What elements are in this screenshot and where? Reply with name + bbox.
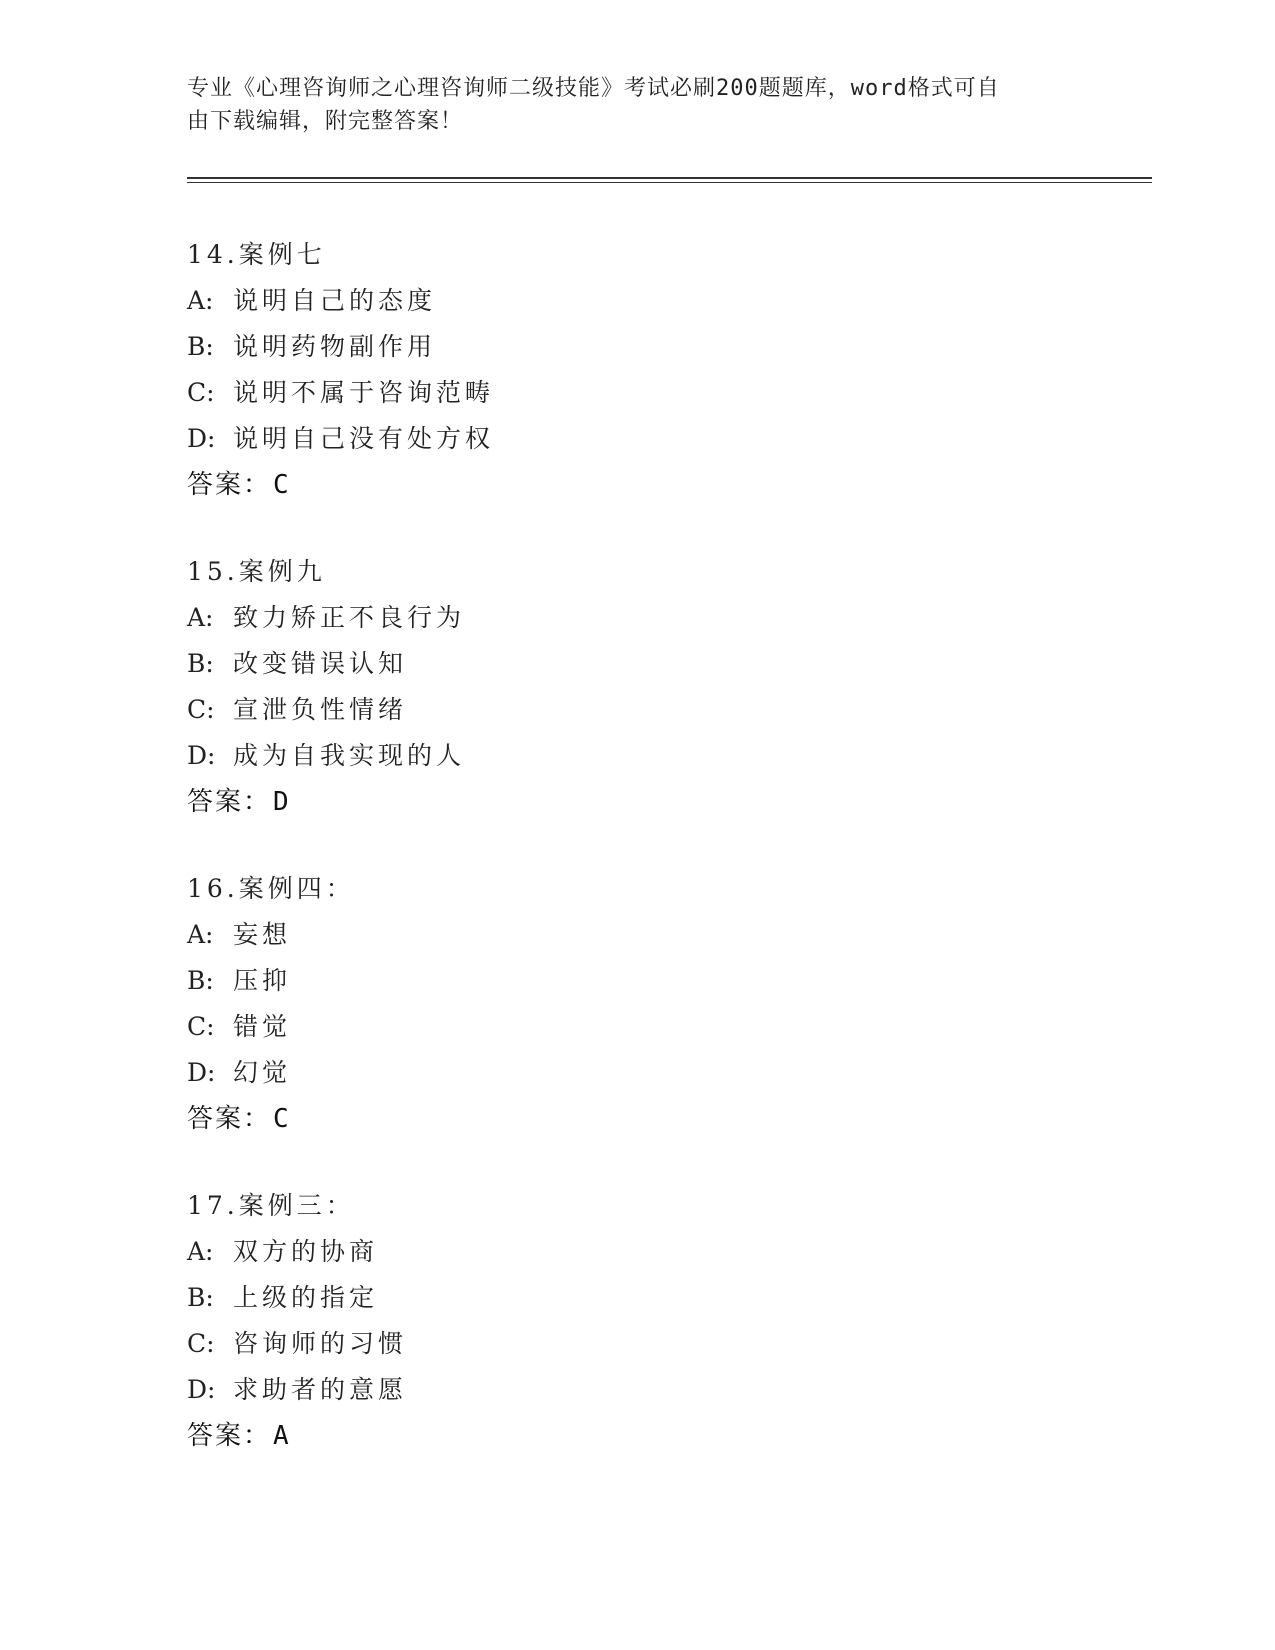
option-letter: A: [187, 1237, 214, 1266]
option-text: 上级的指定 [233, 1283, 379, 1312]
answer-label: 答案： [187, 470, 272, 500]
header-divider-bottom [187, 182, 1152, 183]
option-a [187, 912, 1087, 958]
answer-value: A [273, 1421, 291, 1451]
answer-line [187, 1096, 1087, 1142]
option-b [187, 958, 1087, 1004]
header-divider-top [187, 177, 1152, 179]
answer-value: C [273, 470, 291, 500]
header-line-1: 专业《心理咨询师之心理咨询师二级技能》考试必刷200题题库，word格式可自 [187, 76, 1000, 101]
option-text: 说明不属于咨询范畴 [233, 378, 495, 407]
option-letter: D: [187, 1058, 216, 1087]
answer-line [187, 1413, 1087, 1459]
option-text: 成为自我实现的人 [233, 741, 466, 770]
option-text: 幻觉 [233, 1058, 292, 1087]
answer-label: 答案： [187, 787, 272, 817]
document-header [187, 72, 1067, 138]
question-title: 17.案例三： [187, 1191, 355, 1220]
option-letter: D: [187, 424, 216, 453]
option-text: 说明药物副作用 [233, 332, 437, 361]
option-text: 妄想 [233, 920, 292, 949]
option-letter: B: [187, 966, 214, 995]
option-d [187, 733, 1087, 779]
question-block [187, 232, 1087, 508]
option-b [187, 641, 1087, 687]
answer-line [187, 462, 1087, 508]
option-letter: A: [187, 920, 214, 949]
question-title: 16.案例四： [187, 874, 355, 903]
option-letter: D: [187, 1375, 216, 1404]
option-text: 说明自己的态度 [233, 286, 437, 315]
option-text: 宣泄负性情绪 [233, 695, 408, 724]
option-letter: C: [187, 378, 215, 407]
option-text: 说明自己没有处方权 [233, 424, 495, 453]
option-letter: B: [187, 649, 214, 678]
option-letter: C: [187, 695, 215, 724]
question-block [187, 549, 1087, 825]
option-text: 求助者的意愿 [233, 1375, 408, 1404]
option-b [187, 324, 1087, 370]
option-a [187, 595, 1087, 641]
answer-line [187, 779, 1087, 825]
option-c [187, 1004, 1087, 1050]
option-d [187, 416, 1087, 462]
option-text: 双方的协商 [233, 1237, 379, 1266]
option-letter: C: [187, 1329, 215, 1358]
option-letter: B: [187, 332, 214, 361]
option-letter: B: [187, 1283, 214, 1312]
option-a [187, 278, 1087, 324]
option-a [187, 1229, 1087, 1275]
option-c [187, 1321, 1087, 1367]
option-text: 压抑 [233, 966, 292, 995]
question-title: 15.案例九 [187, 557, 326, 586]
option-d [187, 1367, 1087, 1413]
option-letter: C: [187, 1012, 215, 1041]
option-text: 错觉 [233, 1012, 292, 1041]
question-block [187, 1183, 1087, 1459]
option-letter: A: [187, 603, 214, 632]
option-text: 咨询师的习惯 [233, 1329, 408, 1358]
question-block [187, 866, 1087, 1142]
option-c [187, 370, 1087, 416]
option-d [187, 1050, 1087, 1096]
option-text: 改变错误认知 [233, 649, 408, 678]
answer-label: 答案： [187, 1421, 272, 1451]
question-title: 14.案例七 [187, 240, 326, 269]
answer-value: D [273, 787, 291, 817]
option-text: 致力矫正不良行为 [233, 603, 466, 632]
option-b [187, 1275, 1087, 1321]
option-c [187, 687, 1087, 733]
option-letter: D: [187, 741, 216, 770]
header-line-2: 由下载编辑，附完整答案！ [187, 109, 464, 134]
answer-value: C [273, 1104, 291, 1134]
option-letter: A: [187, 286, 214, 315]
answer-label: 答案： [187, 1104, 272, 1134]
